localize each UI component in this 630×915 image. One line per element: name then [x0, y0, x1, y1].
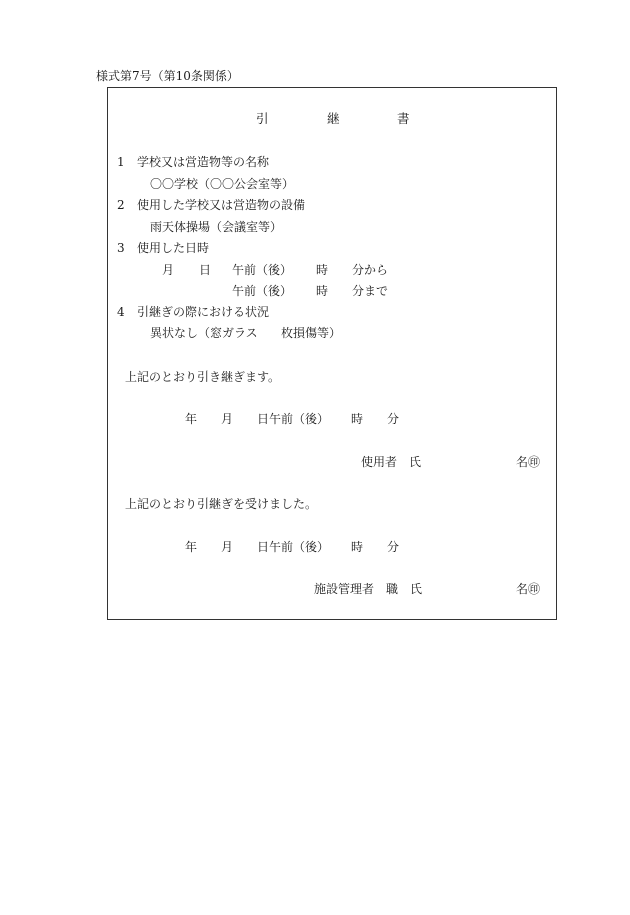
item-3-label: 使用した日時 — [137, 241, 210, 255]
title-char-3: 書 — [397, 111, 410, 126]
manager-seal-mark: 名㊞ — [516, 582, 541, 596]
form-reference: 様式第7号（第10条関係） — [96, 69, 239, 83]
item-1-value: 〇〇学校（〇〇公会室等） — [150, 177, 295, 191]
handover-statement: 上記のとおり引き継ぎます。 — [125, 370, 281, 384]
item-3-end-hour: 時 — [316, 284, 329, 298]
item-2-label: 使用した学校又は営造物の設備 — [137, 198, 306, 212]
handover-date-minute: 分 — [387, 412, 400, 426]
user-seal-mark: 名㊞ — [516, 455, 541, 469]
item-4-value-a: 異状なし（窓ガラス — [150, 326, 258, 340]
item-1-label: 学校又は営造物等の名称 — [137, 155, 270, 169]
title-char-2: 継 — [327, 111, 340, 126]
item-3-start-day: 日 — [199, 263, 212, 277]
receipt-date-day-ampm: 日午前（後） — [257, 540, 330, 554]
receipt-date-year: 年 — [185, 540, 198, 554]
item-3-start-ampm: 午前（後） — [232, 263, 293, 277]
item-4-number: 4 — [117, 305, 125, 319]
handover-date-month: 月 — [221, 412, 234, 426]
handover-date-day-ampm: 日午前（後） — [257, 412, 330, 426]
item-4-label: 引継ぎの際における状況 — [137, 305, 270, 319]
item-2-number: 2 — [117, 198, 125, 212]
item-3-number: 3 — [117, 241, 125, 255]
handover-date-year: 年 — [185, 412, 198, 426]
item-3-end-minute: 分まで — [352, 284, 389, 298]
title-char-1: 引 — [256, 111, 269, 126]
receipt-date-month: 月 — [221, 540, 234, 554]
item-1-number: 1 — [117, 155, 125, 169]
item-3-start-month: 月 — [162, 263, 175, 277]
user-name-label: 使用者 氏 — [361, 455, 422, 469]
receipt-date-minute: 分 — [387, 540, 400, 554]
receipt-statement: 上記のとおり引継ぎを受けました。 — [125, 497, 318, 511]
manager-name-label: 施設管理者 職 氏 — [314, 582, 423, 596]
item-3-start-hour: 時 — [316, 263, 329, 277]
receipt-date-hour: 時 — [351, 540, 364, 554]
handover-date-hour: 時 — [351, 412, 364, 426]
item-3-end-ampm: 午前（後） — [232, 284, 293, 298]
item-3-start-minute: 分から — [352, 263, 389, 277]
item-2-value: 雨天体操場（会議室等） — [150, 220, 283, 234]
item-4-value-b: 枚損傷等） — [281, 326, 342, 340]
